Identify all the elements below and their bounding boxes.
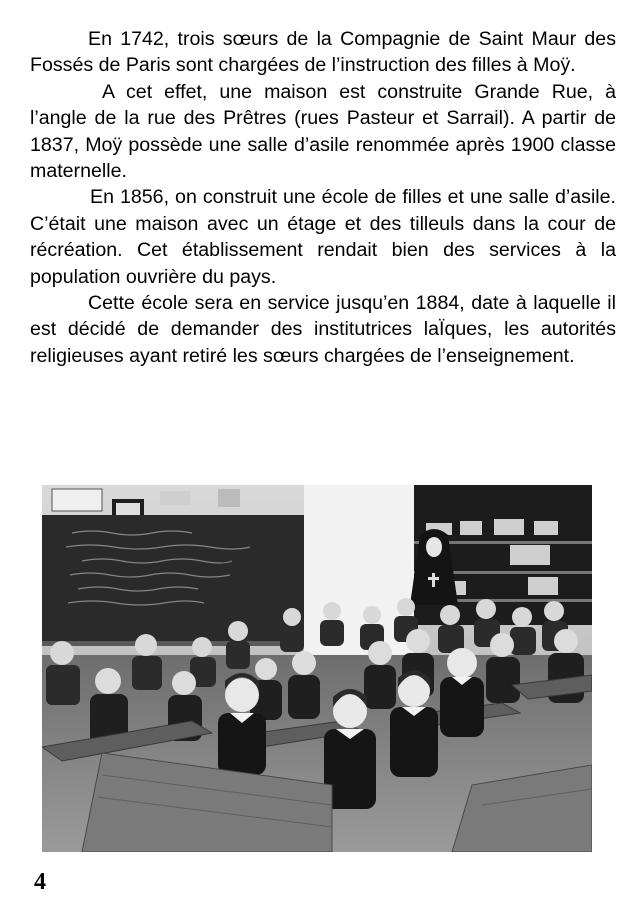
paragraph-1742: En 1742, trois sœurs de la Compagnie de Saint Maur des Fossés de Paris sont chargées de l’instruction des filles à Moÿ.: [30, 28, 616, 77]
paragraph-1884: Cette école sera en service jusqu’en 1884, date à laquelle il est décidé de demander des institutrices laÏques, les autorités religieuses ayant retiré les sœurs chargées de l’enseignement.: [30, 292, 616, 367]
page-number: 4: [34, 869, 46, 895]
classroom-photo-illustration: [42, 485, 592, 852]
article-text: [30, 26, 616, 369]
classroom-photo: [42, 485, 592, 852]
paragraph-1856: En 1856, on construit une école de filles et une salle d’asile. C’était une maison avec un étage et des tilleuls dans la cour de récréation. Cet établissement rendait bien des services à la population ouvrière du pays.: [30, 186, 616, 288]
paragraph-maison: A cet effet, une maison est construite Grande Rue, à l’angle de la rue des Prêtres (rues Pasteur et Sarrail). A partir de 1837, Moÿ possède une salle d’asile renommée après 1900 classe maternelle.: [30, 80, 616, 183]
